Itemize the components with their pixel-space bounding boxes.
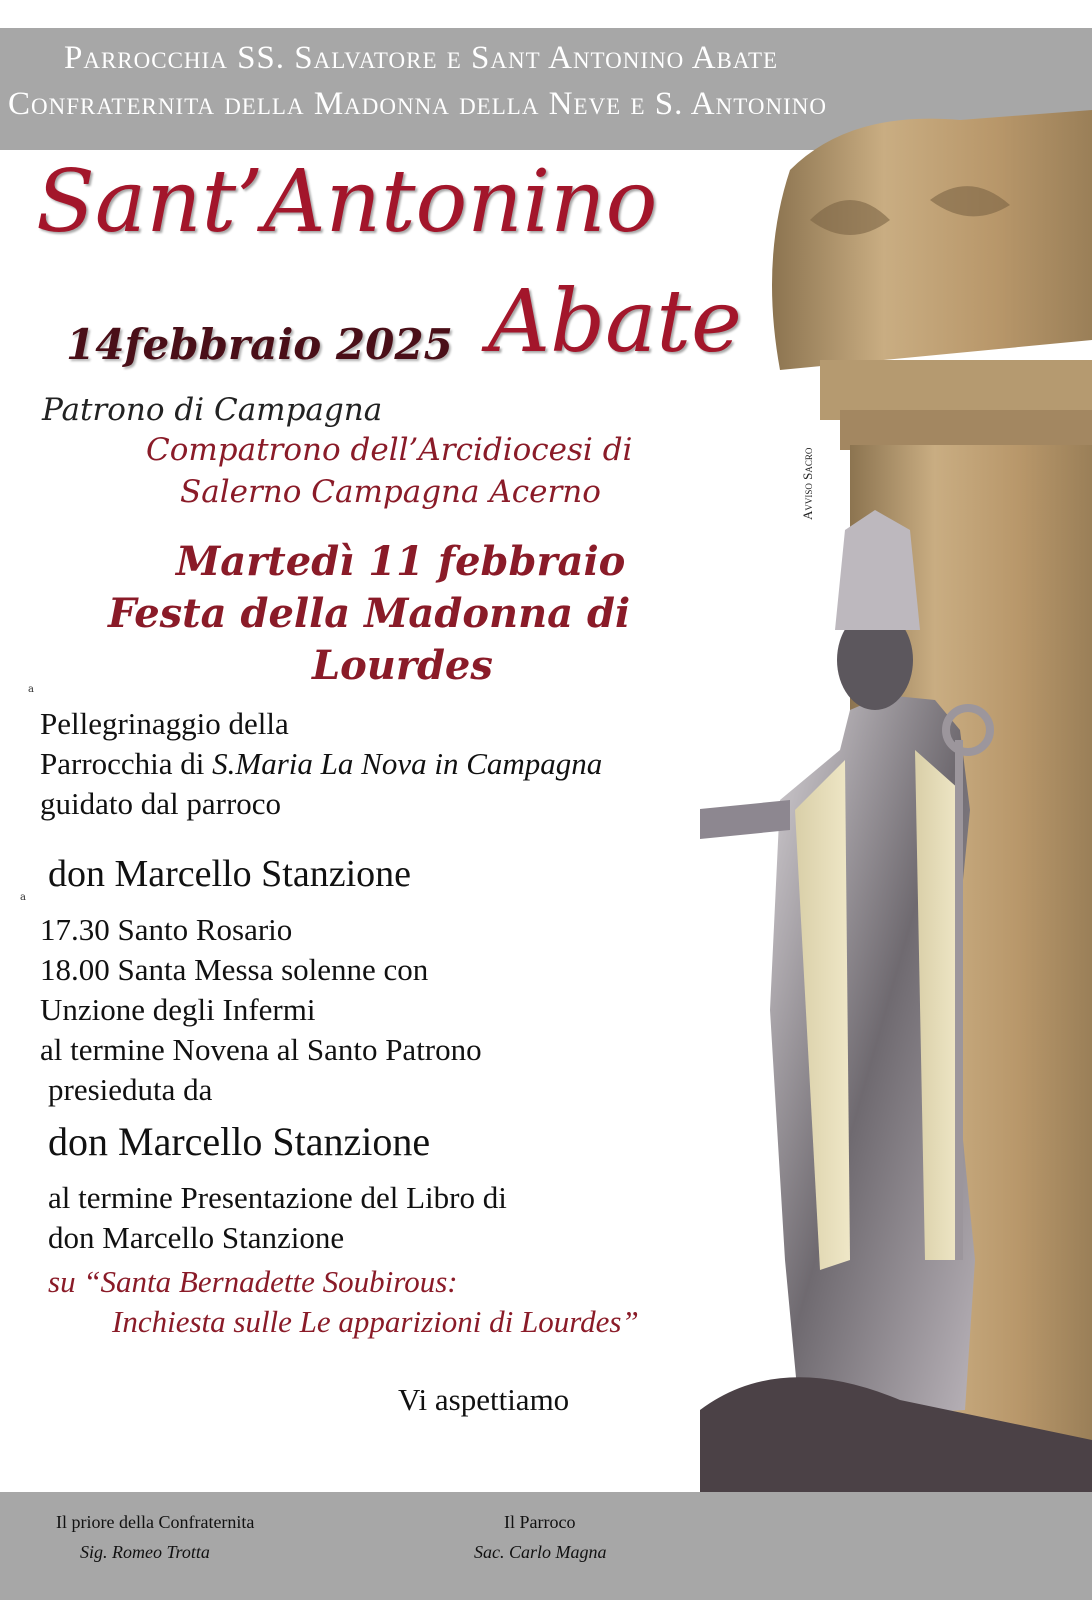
event-place: Lourdes [312, 642, 493, 689]
book-title-line-1: su “Santa Bernadette Soubirous: [48, 1264, 458, 1299]
schedule-anointing: Unzione degli Infermi [40, 992, 316, 1027]
pilgrimage-prefix: Parrocchia di [40, 746, 213, 781]
compatron-line-2: Salerno Campagna Acerno [180, 474, 601, 510]
compatron-line-1: Compatrono dell’Arcidiocesi di [146, 432, 633, 468]
book-author: don Marcello Stanzione [48, 1220, 345, 1255]
saint-statue-illustration [700, 110, 1092, 1600]
presider-name: don Marcello Stanzione [48, 1119, 431, 1164]
schedule-presided: presieduta da [48, 1072, 213, 1107]
prior-role: Il priore della Confraternita [56, 1512, 255, 1532]
parish-priest-role: Il Parroco [504, 1512, 576, 1532]
stray-mark: a [28, 684, 34, 695]
pilgrimage-leader: don Marcello Stanzione [48, 853, 412, 895]
parish-of-origin: S.Maria La Nova in Campagna [212, 746, 603, 781]
schedule-novena: al termine Novena al Santo Patrono [40, 1032, 482, 1067]
prior-name: Sig. Romeo Trotta [80, 1542, 210, 1562]
closing-greeting: Vi aspettiamo [398, 1382, 570, 1417]
feast-date: 14febbraio 2025 [66, 320, 453, 369]
schedule-mass: 18.00 Santa Messa solenne con [40, 952, 429, 987]
saint-title-abate: Abate [488, 272, 742, 372]
pilgrimage-line-3: guidato dal parroco [40, 786, 282, 821]
book-title-line-2: Inchiesta sulle Le apparizioni di Lourdes” [112, 1304, 639, 1339]
parish-name: Parrocchia SS. Salvatore e Sant Antonino Abate [64, 40, 779, 76]
event-feast: Festa della Madonna di [108, 590, 631, 637]
parish-priest-name: Sac. Carlo Magna [474, 1542, 607, 1562]
avviso-sacro-label: Avviso Sacro [800, 447, 815, 520]
confraternity-name: Confraternita della Madonna della Neve e S. Antonino [8, 86, 827, 122]
patron-line: Patrono di Campagna [42, 392, 383, 428]
schedule-rosary: 17.30 Santo Rosario [40, 912, 293, 947]
event-day: Martedì 11 febbraio [176, 538, 626, 585]
book-presentation: al termine Presentazione del Libro di [48, 1180, 507, 1215]
saint-name-title: Sant’Antonino [36, 152, 658, 252]
pilgrimage-line-2 [40, 746, 602, 782]
pilgrimage-line-1: Pellegrinaggio della [40, 706, 289, 741]
stray-mark: a [20, 892, 26, 903]
